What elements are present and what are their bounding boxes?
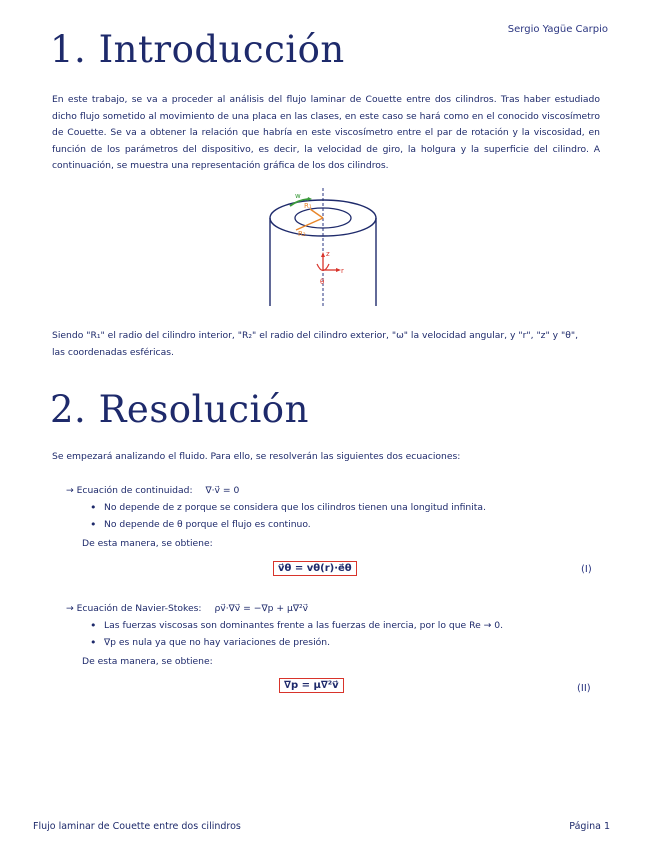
- figure-caption-line-2: las coordenadas esféricas.: [52, 347, 174, 358]
- navier-stokes-bullet: • Las fuerzas viscosas son dominantes frente a las fuerzas de inercia, por lo que Re → 0.: [90, 620, 590, 631]
- continuity-bullet: • No depende de z porque se considera que los cilindros tienen una longitud infinita.: [90, 502, 590, 513]
- continuity-conclusion: De esta manera, se obtiene:: [82, 538, 213, 549]
- r1-label: R₁: [304, 202, 312, 210]
- theta-label: θ: [320, 278, 325, 286]
- navier-stokes-label: → Ecuación de Navier-Stokes: ρv⃗·∇v⃗ = −∇p + μ∇²v⃗: [66, 603, 309, 614]
- navier-stokes-bullets: [90, 620, 590, 648]
- cylinders-figure: [262, 184, 384, 310]
- author-name: Sergio Yagüe Carpio: [507, 24, 608, 35]
- continuity-label: → Ecuación de continuidad: ∇·v⃗ = 0: [66, 485, 240, 496]
- navier-stokes-bullet: • ∇p es nula ya que no hay variaciones de presión.: [90, 637, 590, 648]
- section-2-title: 2. Resolución: [50, 388, 309, 431]
- r2-label: R₂: [298, 230, 306, 238]
- intro-paragraph: En este trabajo, se va a proceder al análisis del flujo laminar de Couette entre dos cilindros. Tras haber estudiado dicho flujo sometido al movimiento de una placa en las clases, en este caso se hará como en el conocido viscosímetro de Couette. Se va a obtener la relación que habría en este viscosímetro entre el par de rotación y la viscosidad, en función de los parámetros del dispositivo, es decir, la velocidad de giro, la holgura y la superficie del cilindro. A continuación, se muestra una representación gráfica de los dos cilindros.: [52, 94, 600, 172]
- figure-caption-line-1: Siendo "R₁" el radio del cilindro interior, "R₂" el radio del cilindro exterior, "ω" la velocidad angular, y "r", "z" y "θ",: [52, 330, 578, 341]
- z-label: z: [326, 250, 330, 258]
- continuity-result-box: v⃗θ = vθ(r)·e⃗θ: [273, 561, 357, 576]
- continuity-equation: ∇·v⃗ = 0: [205, 485, 240, 496]
- section-1-title: 1. Introducción: [50, 28, 345, 71]
- equation-number-1: (I): [581, 564, 592, 575]
- footer-title: Flujo laminar de Couette entre dos cilindros: [33, 821, 241, 832]
- omega-label: w: [295, 192, 301, 200]
- continuity-bullet: • No depende de θ porque el flujo es continuo.: [90, 519, 590, 530]
- section-2-intro: Se empezará analizando el fluido. Para ello, se resolverán las siguientes dos ecuaciones:: [52, 451, 461, 462]
- equation-number-2: (II): [577, 683, 591, 694]
- page-number: Página 1: [569, 821, 610, 832]
- navier-stokes-equation: ρv⃗·∇v⃗ = −∇p + μ∇²v⃗: [214, 603, 309, 614]
- navier-stokes-conclusion: De esta manera, se obtiene:: [82, 656, 213, 667]
- navier-stokes-result-box: ∇p = μ∇²v⃗: [279, 678, 344, 693]
- continuity-bullets: [90, 502, 590, 530]
- r-label: r: [341, 267, 344, 275]
